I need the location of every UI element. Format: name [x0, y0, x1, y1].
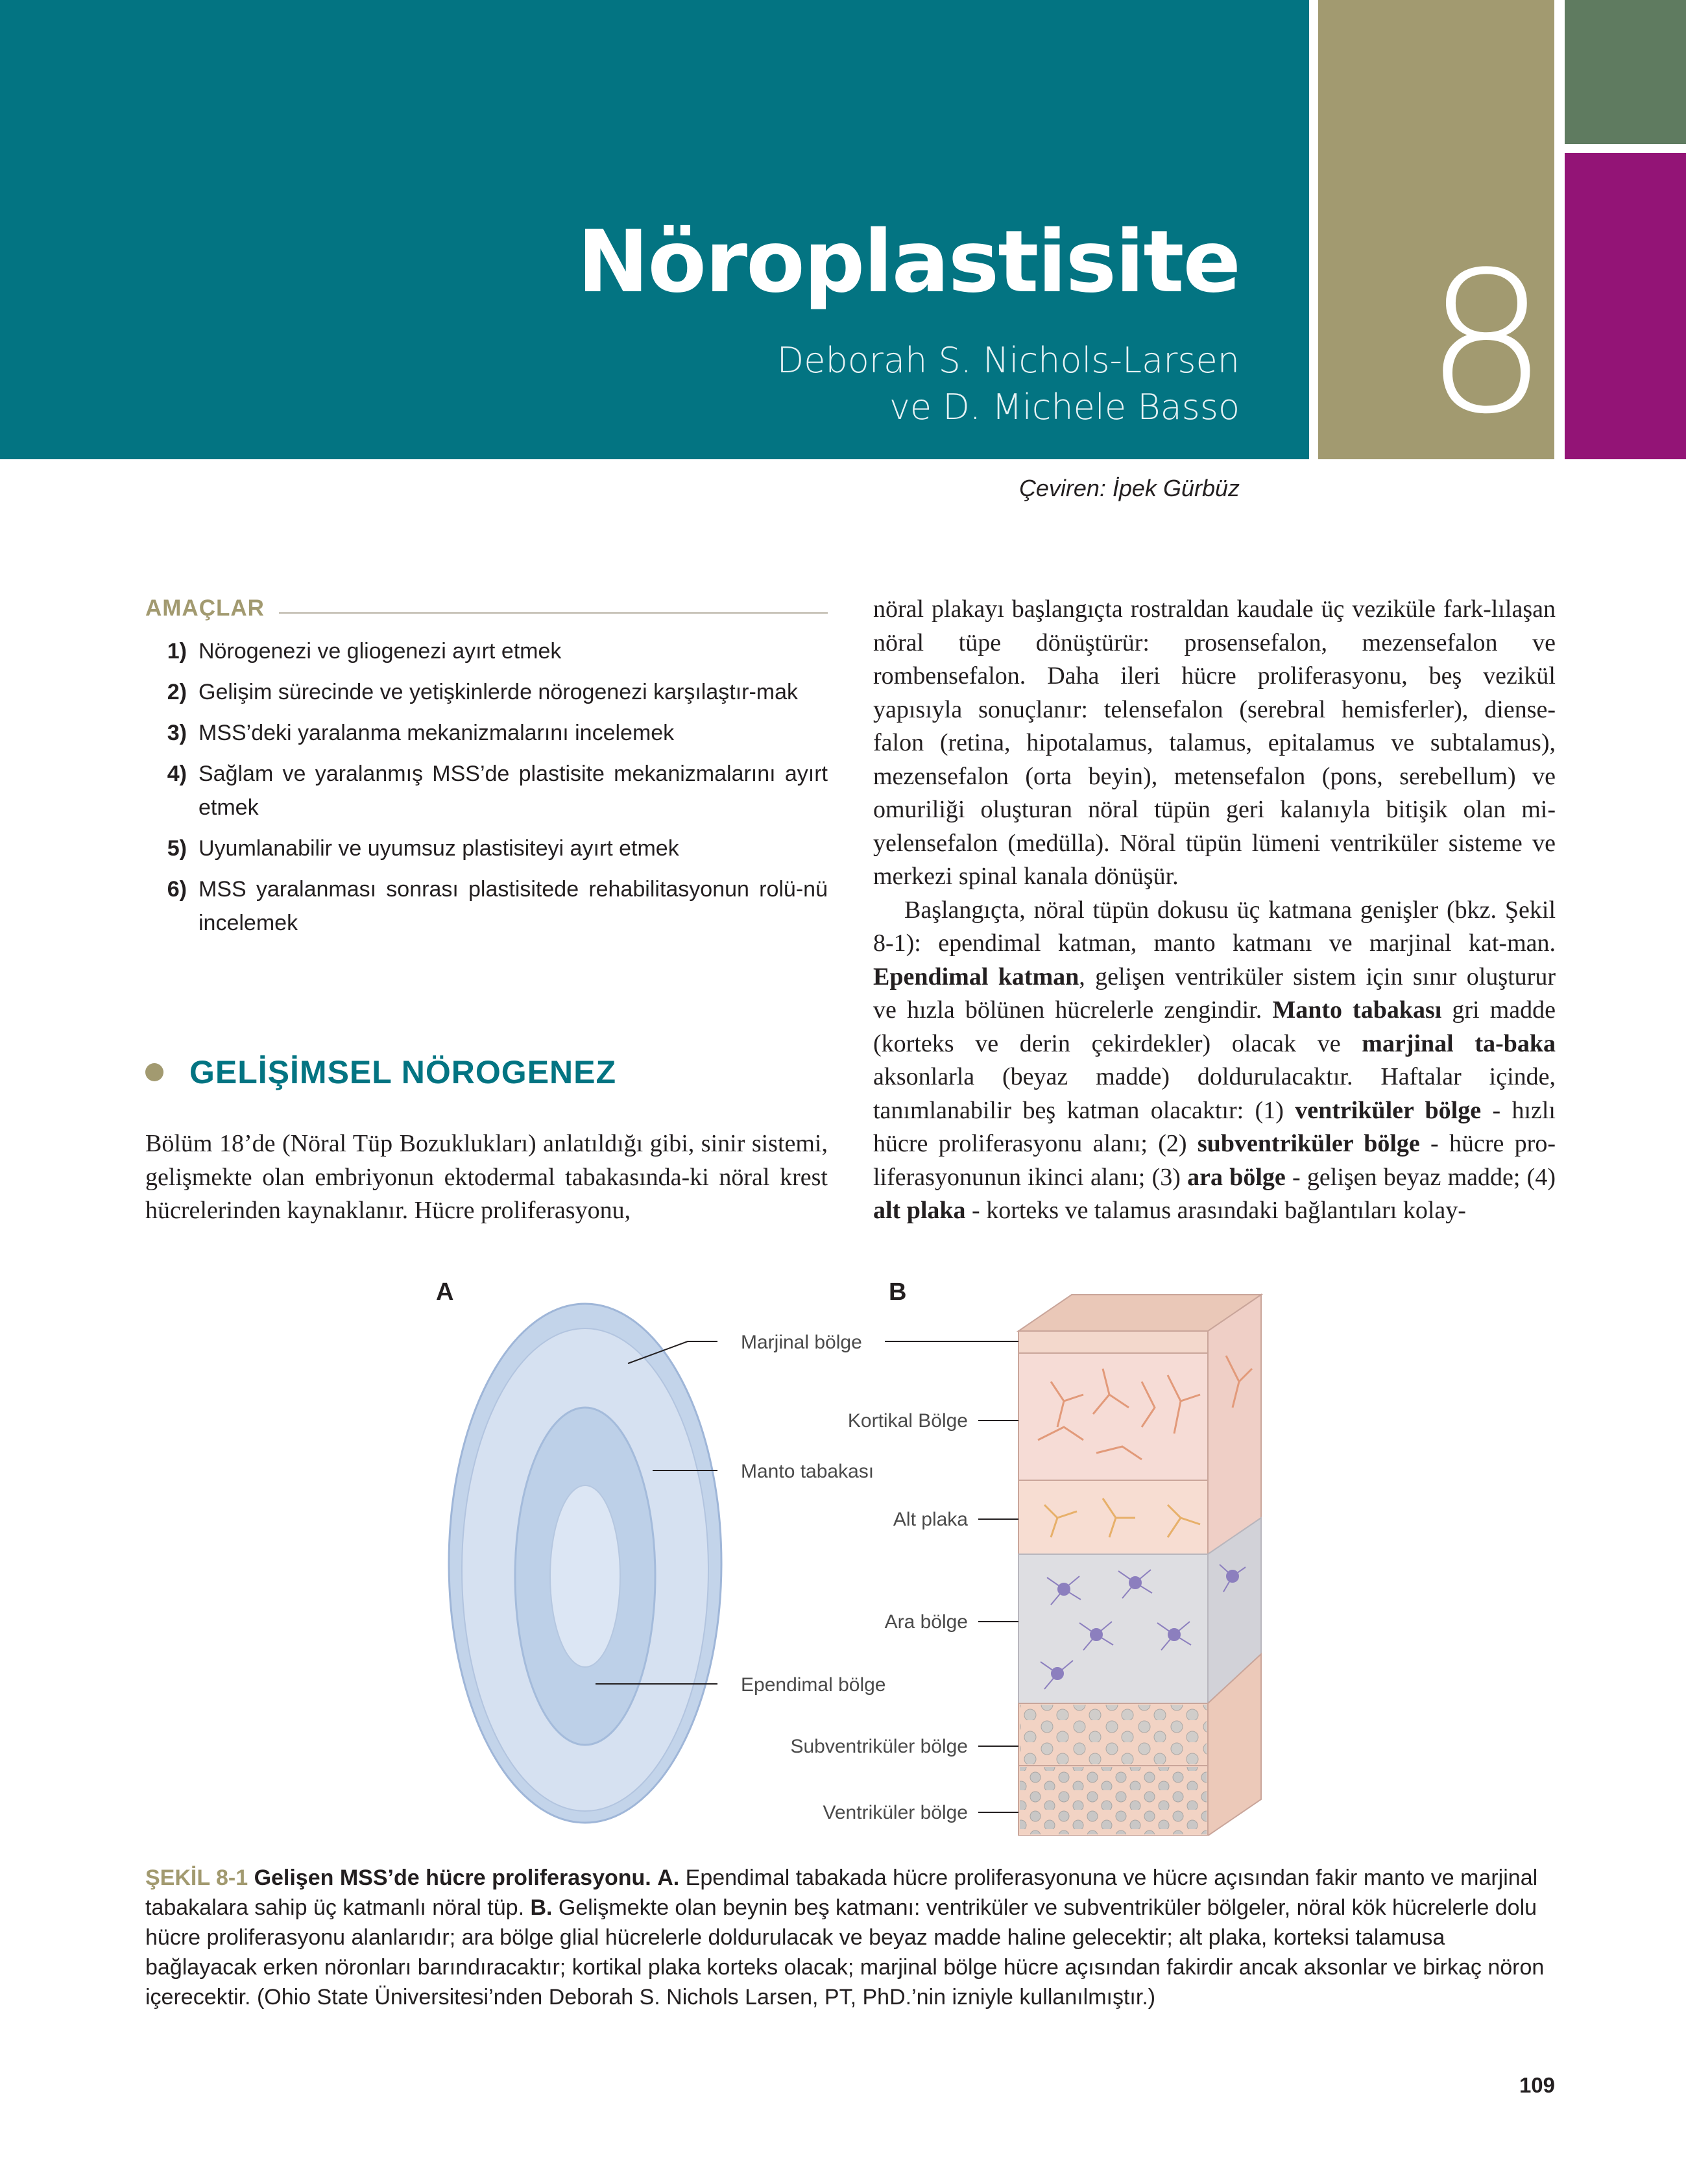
layer-ventricular-dots [1020, 1767, 1207, 1834]
bold-term: ara bölge [1187, 1163, 1286, 1191]
figure-caption-title: Gelişen MSS’de hücre proliferasyonu. [254, 1866, 651, 1890]
chapter-authors [777, 337, 1240, 431]
objective-number: 2) [167, 680, 187, 704]
objective-number: 3) [167, 721, 187, 745]
objective-item [145, 716, 828, 750]
figure-caption-b-text: Gelişmekte olan beynin beş katmanı: ventriküler ve subventriküler bölgeler, nöral kök hücrelerle dolu hücre proliferasyonu alanlarıdır; ara bölge glial hücrelerle doldurulacak ve beyaz madde haline gelecektir; alt plaka, korteksi talamusa bağlayacak erken nöronları barındıracaktır; kortikal plaka korteks olacak; marjinal bölge hücre açısından fakirdir ancak aksonlar ve birkaç nöron içerecektir. (Ohio State Üniversitesi’nden Deborah S. Nichols Larsen, PT, PhD.’nin izniyle kullanılmıştır.) [145, 1895, 1545, 2010]
bold-term: marjinal ta-baka [1362, 1029, 1556, 1057]
chapter-number: 8 [1425, 230, 1548, 457]
label-mantle-layer: Manto tabakası [741, 1461, 874, 1482]
label-ependymal-zone: Ependimal bölge [741, 1674, 886, 1696]
label-ventricular-zone: Ventriküler bölge [823, 1802, 968, 1823]
bold-term: ventriküler bölge [1295, 1096, 1482, 1124]
label-marginal-zone: Marjinal bölge [741, 1332, 862, 1353]
objective-text: MSS yaralanması sonrası plastisitede rehabilitasyonun rolü-nü incelemek [199, 877, 828, 935]
text-run: - gelişen beyaz madde; (4) [1285, 1163, 1556, 1191]
label-cortical-zone: Kortikal Bölge [847, 1410, 968, 1432]
objective-item [145, 634, 828, 668]
objective-text: Nörogenezi ve gliogenezi ayırt etmek [199, 639, 562, 664]
objectives-heading [145, 595, 828, 621]
section-title: GELİŞİMSEL NÖROGENEZ [189, 1054, 617, 1090]
header-accent-green [1565, 0, 1686, 144]
text-run: - hızlı hücre proliferasyonu alanı; (2) [873, 1096, 1556, 1157]
figure-8-1 [0, 1265, 1686, 1836]
page-number: 109 [1519, 2073, 1555, 2097]
objectives-heading-text: AMAÇLAR [145, 595, 265, 621]
figure-caption-label: ŞEKİL 8-1 [145, 1866, 248, 1890]
objective-text: MSS’deki yaralanma mekanizmalarını incelemek [199, 721, 675, 745]
objective-item [145, 675, 828, 709]
paragraph: nöral plakayı başlangıçta rostraldan kaudale üç veziküle fark-lılaşan nöral tüpe dönüştürür: prosensefalon, mezensefalon ve rombensefalon. Daha ileri hücre proliferasyonu, beş vezikül yapısıyla sonuçlanır: telensefalon (serebral hemisferler), diense-falon (retina, hipotalamus, talamus, epitalamus ve subtalamus), mezensefalon (orta beyin), metensefalon (pons, serebellum) ve omuriliği oluşturan nöral tüpün geri kalanıyla bitişik olan mi-yelensefalon (medülla). Nöral tüpün lümeni ventriküler sisteme ve merkezi spinal kanala dönüşür. [873, 595, 1556, 890]
neural-tube-diagram [449, 1304, 721, 1823]
objective-number: 4) [167, 762, 187, 786]
section-heading [145, 1053, 616, 1091]
cortical-layers-block [1018, 1295, 1261, 1836]
layer-marginal [1018, 1331, 1208, 1353]
text-run: aksonlarla (beyaz madde) doldurulacaktır. Haftalar içinde, tanımlanabilir beş katman olacaktır: (1) [873, 1063, 1556, 1124]
layer-cortical [1018, 1353, 1208, 1480]
bold-term: Manto tabakası [1272, 996, 1442, 1024]
objective-item [145, 757, 828, 824]
text-run: Başlangıçta, nöral tüpün dokusu üç katmana genişler (bkz. Şekil 8-1): ependimal katman, manto katmanı ve marjinal kat-man. [873, 896, 1556, 957]
left-column-text [145, 1127, 828, 1228]
layer-subventricular-dots [1020, 1705, 1207, 1764]
label-subventricular-zone: Subventriküler bölge [790, 1736, 968, 1757]
objectives-list [145, 634, 828, 947]
panel-b-label: B [889, 1278, 907, 1306]
bold-term: Ependimal katman [873, 963, 1079, 990]
text-run: , gelişen ventriküler sistem için sınır oluşturur ve hızla bölünen hücrelerle zengindir. [873, 963, 1556, 1024]
chapter-title: Nöroplastisite [577, 212, 1240, 312]
objective-item [145, 872, 828, 940]
objective-text: Uyumlanabilir ve uyumsuz plastisiteyi ayırt etmek [199, 836, 679, 861]
text-run: gri madde (korteks ve derin çekirdekler) olacak ve [873, 996, 1556, 1057]
layer-intermediate [1018, 1554, 1208, 1703]
figure-caption-a-text: Ependimal tabakada hücre proliferasyonuna ve hücre açısından fakir manto ve marjinal tabakalara sahip üç katmanlı nöral tüp. [145, 1866, 1538, 1920]
objective-number: 6) [167, 877, 187, 902]
text-run: - hücre pro-liferasyonunun ikinci alanı; (3) [873, 1130, 1556, 1191]
header-accent-purple [1565, 153, 1686, 459]
panel-a-label: A [436, 1278, 454, 1306]
paragraph: Bölüm 18’de (Nöral Tüp Bozuklukları) anlatıldığı gibi, sinir sistemi, gelişmekte olan embriyonun ektodermal tabakasında-ki nöral krest hücrelerinden kaynaklanır. Hücre proliferasyonu, [145, 1130, 828, 1224]
block-side-cortex [1208, 1295, 1261, 1554]
objective-number: 5) [167, 836, 187, 861]
author-line-2: ve D. Michele Basso [889, 387, 1240, 427]
text-run: - korteks ve talamus arasındaki bağlantıları kolay- [965, 1197, 1466, 1224]
objective-item [145, 832, 828, 865]
translator-credit: Çeviren: İpek Gürbüz [1018, 475, 1240, 501]
bold-term: subventriküler bölge [1197, 1130, 1420, 1157]
bold-term: alt plaka [873, 1197, 966, 1224]
objective-number: 1) [167, 639, 187, 664]
figure-caption [145, 1863, 1556, 2012]
author-line-1: Deborah S. Nichols-Larsen [777, 340, 1240, 381]
objective-text: Sağlam ve yaralanmış MSS’de plastisite mekanizmalarını ayırt etmek [199, 762, 828, 820]
section-bullet-icon [145, 1063, 163, 1081]
objectives-rule [279, 612, 828, 614]
ependymal-layer [550, 1485, 620, 1667]
right-column-text [873, 593, 1556, 1228]
objective-text: Gelişim sürecinde ve yetişkinlerde nörogenezi karşılaştır-mak [199, 680, 799, 704]
figure-caption-b-label: B. [530, 1895, 553, 1920]
figure-caption-a-label: A. [657, 1866, 680, 1890]
paragraph [873, 894, 1556, 1228]
label-subplate: Alt plaka [893, 1509, 968, 1530]
label-intermediate-zone: Ara bölge [884, 1611, 968, 1633]
